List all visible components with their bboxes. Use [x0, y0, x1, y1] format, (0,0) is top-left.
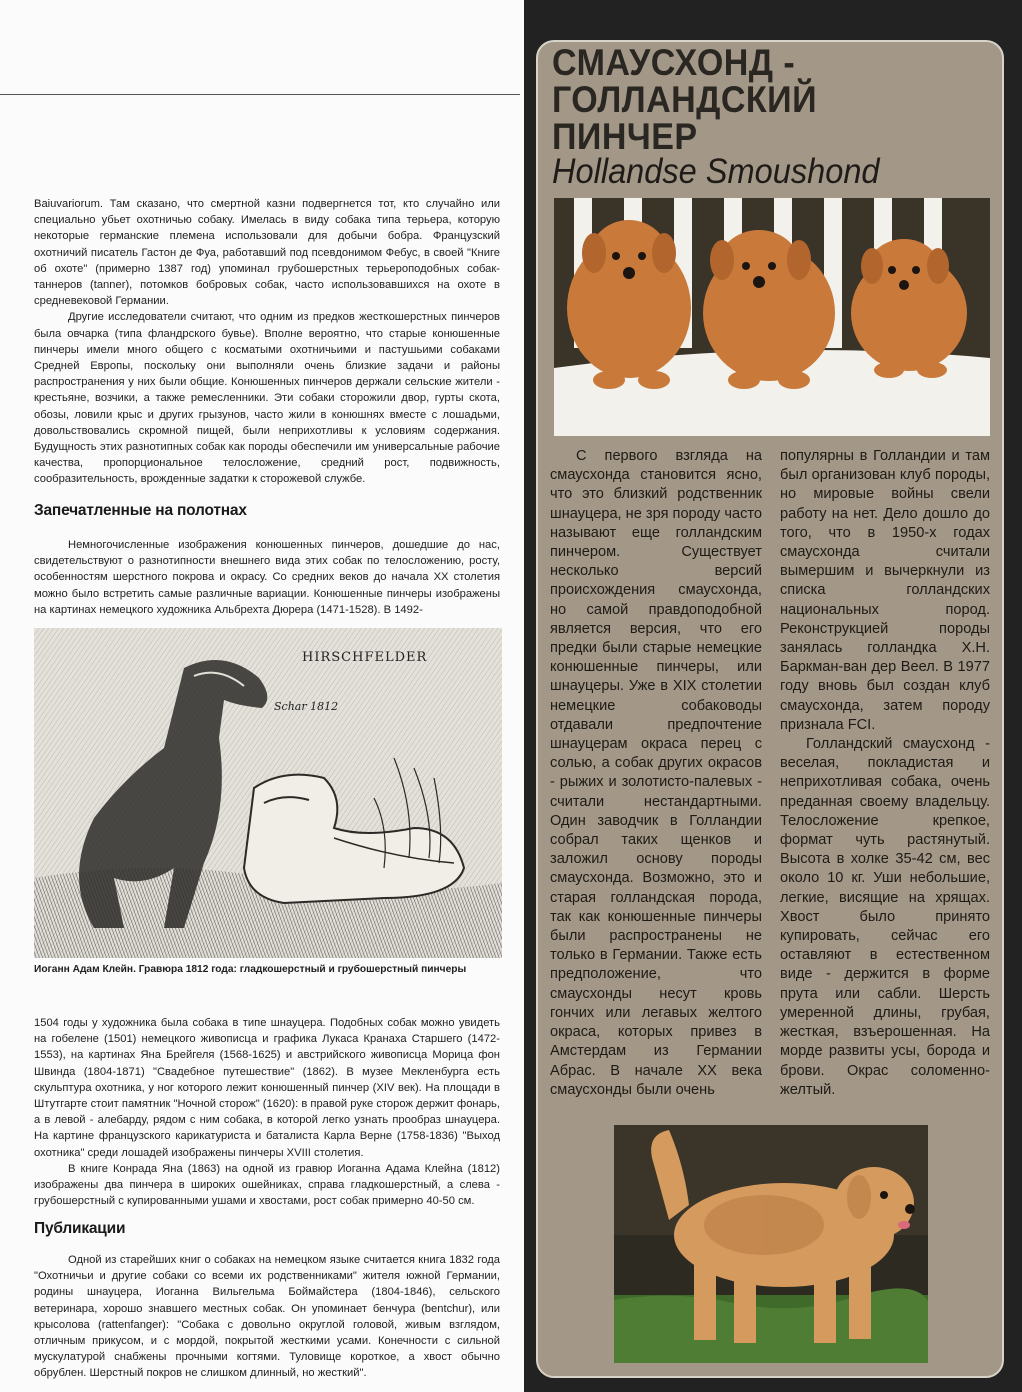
- title-line: СМАУСХОНД -: [552, 42, 796, 83]
- title-line: ПИНЧЕР: [552, 116, 698, 157]
- dogs-photo: [554, 198, 990, 436]
- text-block-last: [34, 1252, 500, 1382]
- paragraph: популярны в Голландии и там был организован клуб породы, но мировые войны свели работу на нет. Дело дошло до того, что в 1950-х годах смаусхонда считали вымершим и вычеркнули из списка голландских национальных пород. Реконструкцией породы занялась голландка Х.Н. Баркман-ван дер Веел. В 1977 году вновь был создан клуб смаусхонда, затем породу признала FCI.: [780, 448, 990, 733]
- standing-dog-photo: [614, 1125, 928, 1363]
- paragraph: С первого взгляда на смаусхонда становится ясно, что это близкий родственник шнауцера, не зря породу часто называют еще голландским пинчером. Существует несколько версий происхождения смаусхонда, но самой правдоподобной является версия, что его предки были старые немецкие конюшенные пинчеры, или шнауцеры. Уже в XIX столетии немецкие собаководы отдавали предпочтение шнауцерам окраса перец с солью, а собак других окрасов - рыжих и золотисто-палевых - считали нестандартными. Один заводчик в Голландии собрал таких щенков и заложил основу породы смаусхонда. Возможно, это и старая голландская порода, так как конюшенные пинчеры были распространены не только в Германии. Также есть предположение, что смаусхонды несут кровь гончих или легавых желтого окраса, которых привез в Амстердам из Германии Абрас. В начале XX века смаусхонды были очень: [550, 448, 762, 1098]
- paragraph: 1504 годы у художника была собака в типе шнауцера. Подобных собак можно увидеть на гобелене (1501) немецкого живописца и графика Лукаса Кранаха Старшего (1472-1553), на картинах Яна Брейгеля (1568-1625) и австрийского живописца Морица фон Швинда (1804-1871) "Свадебное путешествие" (1862). В музее Мекленбурга есть скульптура охотника, у ног которого лежит конюшенный пинчер (XIV век). На площади в Штутгарте стоит памятник "Ночной сторож" (1620): в правой руке сторож держит фонарь, а в левой - алебарду, рядом с ним собака, в которой легко узнать прообраз шнауцера. На картине французского карикатуриста и баталиста Карла Верне (1758-1836) "Выход охотника" среди лошадей изображены пинчеры XVIII столетия.: [34, 1017, 500, 1159]
- paragraph: Немногочисленные изображения конюшенных пинчеров, дошедшие до нас, свидетельствуют о разнотипности внешнего вида этих собак по телосложению, росту, особенностям шерстного покрова и окрасу. Со средних веков до начала XX столетия можно было встретить самые различные вариации. Конюшенные пинчеры изображены на картинах немецкого художника Альбрехта Дюрера (1471-1528). В 1492-: [34, 539, 500, 616]
- section-heading: Публикации: [34, 1220, 126, 1237]
- text-block-top: [34, 196, 500, 488]
- text-block-bottom: [34, 1015, 500, 1209]
- breed-title: [552, 44, 957, 155]
- paragraph: Другие исследователи считают, что одним из предков жесткошерстных пинчеров была овчарка (типа фландрского бувье). Вполне вероятно, что старые конюшенные пинчеры имели много общего с косматыми охотничьими и пастушьими собаками Средней Европы, поскольку они выполняли очень близкие задачи и районы распространения у них были общие. Конюшенных пинчеров держали сельские жители - крестьяне, возчики, а также ремесленники. Эти собаки сторожили двор, гурты скота, обозы, ловили крыс и других грызунов, часто жили в конюшнях вместе с лошадьми, довольствовались скромной пищей, были неприхотливы к условиям содержания. Будущность этих разнотипных собак как породы обеспечили им универсальные рабочие качества, пропорциональное телосложение, средний рост, подвижность, сообразительность, врожденные задатки к сторожевой службе.: [34, 311, 500, 486]
- top-rule: [0, 94, 520, 95]
- text-block-mid: [34, 537, 500, 618]
- breed-subtitle: Hollandse Smoushond: [552, 152, 880, 191]
- article-column-1: [550, 447, 762, 1100]
- engraving-image: [34, 628, 502, 958]
- engraving-signature: Schar 1812: [274, 700, 339, 713]
- paragraph: В книге Конрада Яна (1863) на одной из гравюр Иоганна Адама Клейна (1812) изображены два пинчера в широких ошейниках, справа гладкошерстный, а слева - грубошерстный с купированными ушами и хвостами, рост собак примерно 40-50 см.: [34, 1162, 500, 1208]
- paragraph: Одной из старейших книг о собаках на немецком языке считается книга 1832 года "Охотничьи и другие собаки со всеми их родственниками" жителя южной Германии, родины шнауцера, Иоганна Вильгельма Боймайстера (1804-1846), сельского ветеринара, хорошо знавшего местных собак. Он упоминает бенчура (bentchur), или крысолова (rattenfanger): "Собака с довольно округлой головой, живым взглядом, отличным прикусом, и с мордой, покрытой жесткими усами. Конечности с сильной мускулатурой снабжены прочными когтями. Туловище короткое, а хвост обычно обрублен. Шерстный покров не слишком длинный, но жесткий".: [34, 1254, 500, 1380]
- title-line: ГОЛЛАНДСКИЙ: [552, 79, 818, 120]
- section-heading: Запечатленные на полотнах: [34, 502, 247, 519]
- image-caption: Иоганн Адам Клейн. Гравюра 1812 года: гладкошерстный и грубошерстный пинчеры: [34, 964, 467, 975]
- paragraph: Голландский смаусхонд - веселая, покладистая и неприхотливая собака, очень преданная своему владельцу. Телосложение крепкое, формат чуть растянутый. Высота в холке 35-42 см, вес около 10 кг. Уши небольшие, легкие, висящие на хрящах. Хвост было принято купировать, сейчас его оставляют в естественном виде - держится в форме прута или сабли. Шерсть умеренной длины, грубая, жесткая, взъерошенная. На морде развиты усы, борода и брови. Окрас соломенно-желтый.: [780, 736, 990, 1098]
- paragraph: Baiuvariorum. Там сказано, что смертной казни подвергнется тот, кто случайно или специально убьет охотничью собаку. Имелась в виду собака типа терьера, которую некоторые германские племена использовали для добычи бобра. Французский охотничий писатель Гастон де Фуа, работавший под псевдонимом Фебус, в своей "Книге об охоте" (примерно 1387 год) упоминал грубошерстных терьероподобных собак-таннеров (tanner), потомков бобровых собак, часто использовавшихся на охоте в средневековой Германии.: [34, 198, 500, 308]
- article-column-2: [780, 447, 990, 1100]
- engraving-inscription: HIRSCHFELDER: [302, 650, 428, 665]
